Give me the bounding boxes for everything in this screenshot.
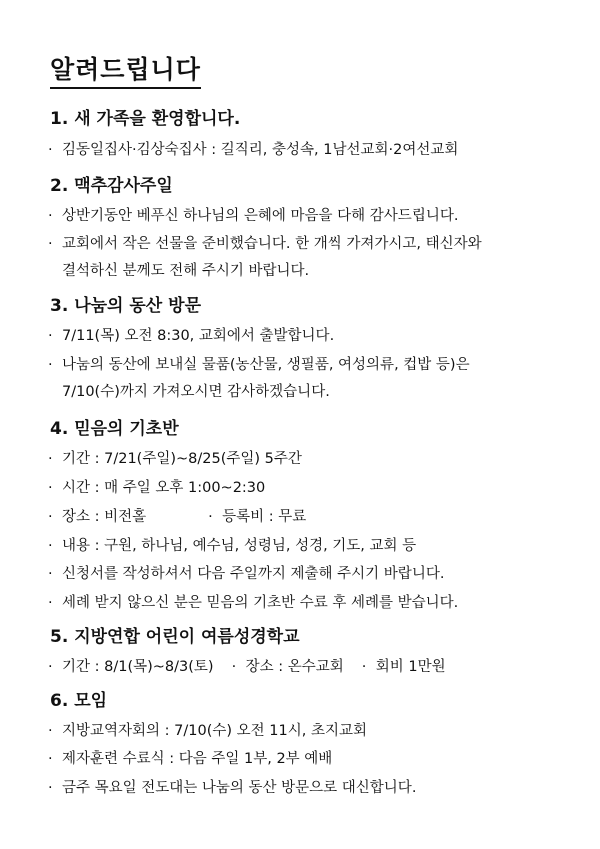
section-4-heading: 4. 믿음의 기초반 bbox=[50, 419, 179, 439]
item-text: 상반기동안 베푸신 하나님의 은혜에 마음을 다해 감사드립니다. bbox=[62, 208, 459, 224]
section-4-item-4 bbox=[48, 536, 416, 556]
item-text: 장소 : 온수교회 bbox=[245, 659, 344, 675]
section-4-item-1 bbox=[48, 449, 302, 469]
bullet-marker: · bbox=[48, 208, 53, 224]
bullet-marker: · bbox=[48, 328, 53, 344]
section-4-item-5 bbox=[48, 564, 444, 584]
item-text: 7/11(목) 오전 8:30, 교회에서 출발합니다. bbox=[62, 328, 335, 344]
bullet-marker: · bbox=[48, 566, 53, 582]
section-6-item-1 bbox=[48, 721, 367, 741]
section-2-item-2-continued: 결석하신 분께도 전해 주시기 바랍니다. bbox=[62, 263, 310, 279]
bullet-marker: · bbox=[361, 659, 367, 675]
bullet-marker: · bbox=[48, 357, 53, 373]
item-text: 내용 : 구원, 하나님, 예수님, 성령님, 성경, 기도, 교회 등 bbox=[62, 538, 417, 554]
section-6-item-2 bbox=[48, 749, 332, 769]
item-text: 기간 : 8/1(목)~8/3(토) bbox=[62, 659, 214, 675]
bullet-marker: · bbox=[48, 595, 53, 611]
item-text: 지방교역자회의 : 7/10(수) 오전 11시, 초지교회 bbox=[62, 723, 367, 739]
section-3-item-2-continued: 7/10(수)까지 가져오시면 감사하겠습니다. bbox=[62, 384, 330, 400]
bullet-marker: · bbox=[208, 509, 213, 525]
section-6-heading: 6. 모임 bbox=[50, 691, 108, 711]
bullet-marker: · bbox=[48, 480, 53, 496]
section-2-item-1 bbox=[48, 206, 458, 226]
bullet-marker: · bbox=[231, 659, 237, 675]
section-4-item-3 bbox=[48, 507, 306, 527]
section-6-item-3 bbox=[48, 778, 416, 798]
item-text: 장소 : 비전홀 bbox=[62, 509, 147, 525]
bullet-marker: · bbox=[48, 236, 53, 252]
item-text: 등록비 : 무료 bbox=[222, 509, 307, 525]
bullet-marker: · bbox=[48, 751, 53, 767]
section-5-heading: 5. 지방연합 어린이 여름성경학교 bbox=[50, 627, 300, 647]
item-text: 세례 받지 않으신 분은 믿음의 기초반 수료 후 세례를 받습니다. bbox=[62, 595, 459, 611]
item-text: 나눔의 동산에 보내실 물품(농산물, 생필품, 여성의류, 컵밥 등)은 bbox=[62, 357, 470, 373]
section-2-heading: 2. 맥추감사주일 bbox=[50, 176, 173, 196]
bullet-marker: · bbox=[48, 509, 53, 525]
section-1-heading: 1. 새 가족을 환영합니다. bbox=[50, 109, 241, 129]
section-3-item-2 bbox=[48, 355, 470, 375]
item-text: 김동일집사·김상숙집사 : 길직리, 충성속, 1남선교회·2여선교회 bbox=[62, 142, 459, 158]
section-1-item-1 bbox=[48, 140, 458, 160]
section-4-item-6 bbox=[48, 593, 458, 613]
item-text: 금주 목요일 전도대는 나눔의 동산 방문으로 대신합니다. bbox=[62, 780, 417, 796]
section-3-item-1 bbox=[48, 326, 334, 346]
bullet-marker: · bbox=[48, 538, 53, 554]
section-5-item-1 bbox=[48, 657, 446, 677]
item-text: 기간 : 7/21(주일)~8/25(주일) 5주간 bbox=[62, 451, 302, 467]
item-text: 시간 : 매 주일 오후 1:00~2:30 bbox=[62, 480, 266, 496]
item-text: 회비 1만원 bbox=[375, 659, 446, 675]
bullet-marker: · bbox=[48, 723, 53, 739]
bullet-marker: · bbox=[48, 659, 53, 675]
bullet-marker: · bbox=[48, 780, 53, 796]
bullet-marker: · bbox=[48, 142, 53, 158]
item-text: 교회에서 작은 선물을 준비했습니다. 한 개씩 가져가시고, 태신자와 bbox=[62, 236, 482, 252]
bullet-marker: · bbox=[48, 451, 53, 467]
page-title: 알려드립니다 bbox=[50, 55, 201, 89]
section-3-heading: 3. 나눔의 동산 방문 bbox=[50, 296, 201, 316]
section-4-item-2 bbox=[48, 478, 265, 498]
item-text: 제자훈련 수료식 : 다음 주일 1부, 2부 예배 bbox=[62, 751, 333, 767]
section-2-item-2 bbox=[48, 234, 482, 254]
item-text: 신청서를 작성하셔서 다음 주일까지 제출해 주시기 바랍니다. bbox=[62, 566, 445, 582]
